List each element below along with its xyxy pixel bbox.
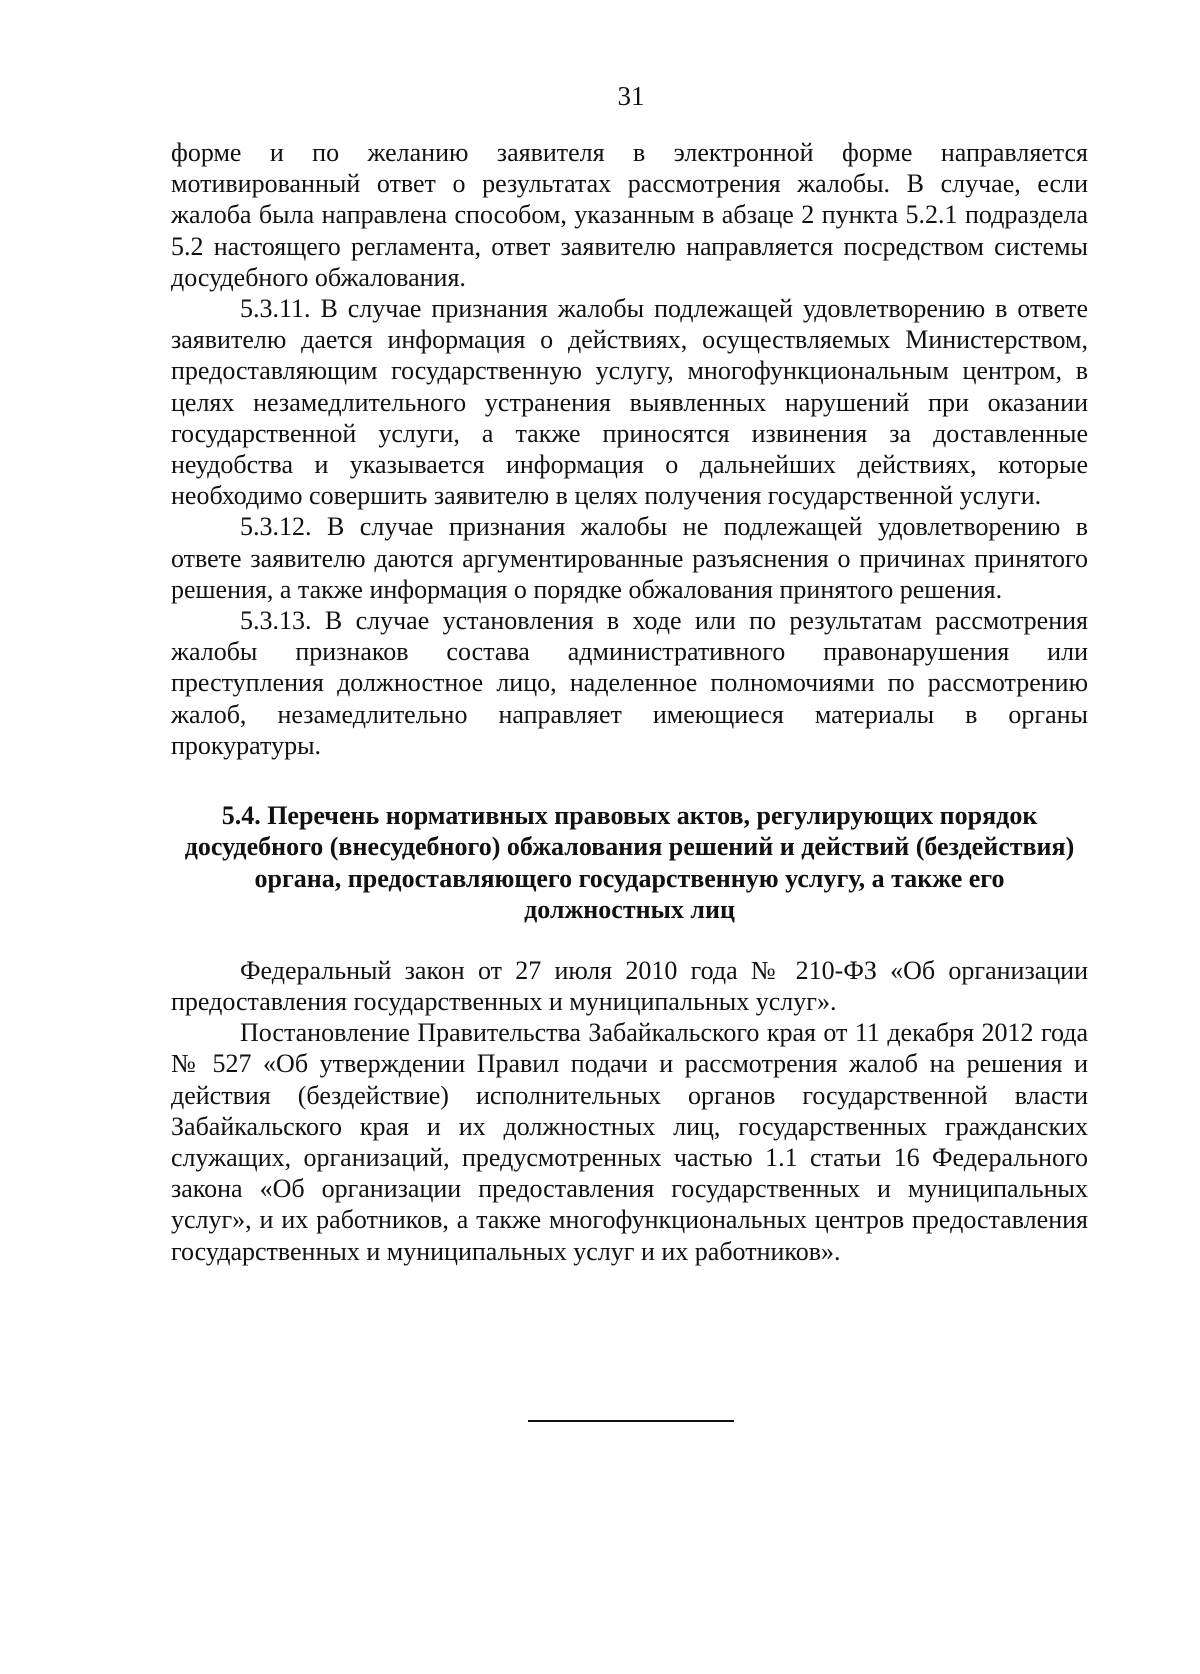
paragraph-5-3-13: 5.3.13. В случае установления в ходе или по результатам рассмотрения жалобы признаков состава административного правонарушения или преступления должностное лицо, наделенное полномочиями по рассмотрению жалоб, незамедлительно направляет имеющиеся материалы в органы прокуратуры. xyxy=(171,606,1088,760)
end-of-document-rule xyxy=(528,1420,734,1422)
paragraph-federal-law: Федеральный закон от 27 июля 2010 года № 210-ФЗ «Об организации предоставления государственных и муниципальных услуг». xyxy=(171,955,1088,1016)
paragraph-resolution: Постановление Правительства Забайкальского края от 11 декабря 2012 года № 527 «Об утверждении Правил подачи и рассмотрения жалоб на решения и действия (бездействие) исполнительных органов государственной власти Забайкальского края и их должностных лиц, государственных гражданских служащих, организаций, предусмотренных частью 1.1 статьи 16 Федерального закона «Об организации предоставления государственных и муниципальных услуг», и их работников, а также многофункциональных центров предоставления государственных и муниципальных услуг и их работников». xyxy=(171,1018,1088,1266)
paragraph-continuation: форме и по желанию заявителя в электронной форме направляется мотивированный ответ о результатах рассмотрения жалобы. В случае, если жалоба была направлена способом, указанным в абзаце 2 пункта 5.2.1 подраздела 5.2 настоящего регламента, ответ заявителю направляется посредством системы досудебного обжалования. xyxy=(171,138,1088,292)
page-number: 31 xyxy=(617,81,645,111)
paragraph-5-3-12: 5.3.12. В случае признания жалобы не подлежащей удовлетворению в ответе заявителю даются аргументированные разъяснения о причинах принятого решения, а также информация о порядке обжалования принятого решения. xyxy=(171,512,1088,604)
paragraph-5-3-11: 5.3.11. В случае признания жалобы подлежащей удовлетворению в ответе заявителю дается информация о действиях, осуществляемых Министерством, предоставляющим государственную услугу, многофункциональным центром, в целях незамедлительного устранения выявленных нарушений при оказании государственной услуги, а также приносятся извинения за доставленные неудобства и указывается информация о дальнейших действиях, которые необходимо совершить заявителю в целях получения государственной услуги. xyxy=(171,294,1088,511)
section-heading-5-4: 5.4. Перечень нормативных правовых актов, регулирующих порядок досудебного (внесудебного) обжалования решений и действий (бездействия) органа, предоставляющего государственную услугу, а также его должностных лиц xyxy=(184,801,1075,925)
document-body xyxy=(171,137,1088,1267)
